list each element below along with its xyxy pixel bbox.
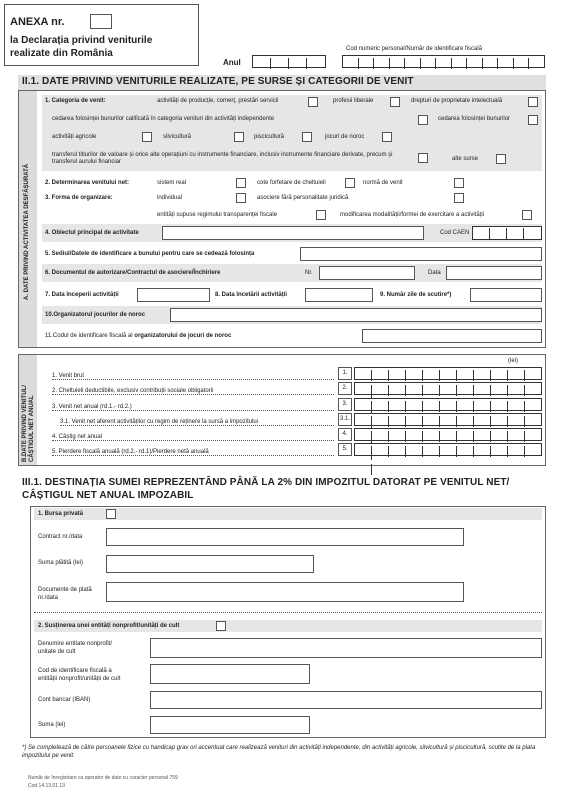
row11-label (45, 333, 231, 340)
org-asociere-checkbox[interactable] (454, 193, 464, 203)
b-row-value-field[interactable] (354, 398, 542, 411)
b-row-number: 4. (338, 428, 352, 441)
denumire-label-1: Denumire entitate nonprofit/ (38, 641, 113, 647)
cat-silvicultura-label: silvicultură (163, 134, 192, 140)
org-individual-checkbox[interactable] (236, 193, 246, 203)
cif-field[interactable] (150, 664, 310, 684)
obiect-activitate-field[interactable] (162, 226, 424, 240)
b-row-label: 2. Cheltuieli deductibile, exclusiv contribuții sociale obligatorii (52, 388, 214, 394)
cat-productie-checkbox[interactable] (308, 97, 318, 107)
row8-label: 8. Data încetării activității (215, 292, 288, 298)
cat-drepturi-checkbox[interactable] (528, 97, 538, 107)
b-row-value-field[interactable] (354, 428, 542, 441)
suma-platita-field[interactable] (106, 555, 314, 573)
cat-silvicultura-checkbox[interactable] (234, 132, 244, 142)
bursa-label: 1. Bursa privată (38, 511, 84, 517)
cat-cedarea-label: cedarea folosinței bunurilor (438, 116, 511, 122)
cat-profesii-label: profesii liberale (333, 98, 374, 104)
org-individual-label: individual (157, 195, 183, 201)
row9-label: 9. Număr zile de scutire*) (380, 292, 452, 298)
row11-label-b: organizatorului de jocuri de noroc (134, 333, 232, 339)
anexa-number-field[interactable] (90, 14, 112, 29)
row4-label: 4. Obiectul principal de activitate (45, 230, 139, 236)
cat-noroc-checkbox[interactable] (382, 132, 392, 142)
nr-label: Nr. (305, 270, 313, 276)
divider (34, 612, 542, 613)
registry-number: Număr de înregistrare ca operator de date cu caracter personal 759 (28, 775, 178, 781)
data-incepere-field[interactable] (137, 288, 210, 302)
title-line2: realizate din România (10, 48, 113, 59)
section-iii1-title-line2: CÂȘTIGUL NET ANUAL IMPOZABIL (18, 489, 546, 503)
section-b-vertical-label: B.DATE PRIVIND VENITUL/ CÂȘTIGUL NET ANUAL (22, 385, 35, 462)
org-modificarea-checkbox[interactable] (522, 210, 532, 220)
footnote: *) Se completează de către persoanele fizice cu handicap grav ori accentuat care realizează venituri din activități independente, din activități agricole, silvicultură și piscicultură, scutite de la plata impozitului pe venit. (22, 745, 536, 759)
b-row-label: 3.1. Venit net aferent activităților cu regim de reținere la sursă a impozitului (60, 419, 259, 425)
det-real-label: sistem real (157, 180, 187, 186)
cat-piscicultura-checkbox[interactable] (302, 132, 312, 142)
org-entitati-checkbox[interactable] (316, 210, 326, 220)
currency-label: (lei) (508, 358, 518, 364)
title-line1: la Declarația privind veniturile (10, 35, 153, 46)
b-row-dots (60, 425, 334, 426)
b-row-label: 4. Câștig net anual (52, 434, 103, 440)
b-row-label: 5. Pierdere fiscală anuală (rd.2.- rd.1)/Pierdere netă anuală (52, 449, 209, 455)
cnp-field[interactable] (342, 55, 545, 68)
bursa-checkbox[interactable] (106, 509, 116, 519)
cat-productie-label: activități de producție, comerț, prestări servicii (157, 98, 279, 104)
documente-label-2: nr./data (38, 595, 59, 601)
section-ii1-title: II.1. DATE PRIVIND VENITURILE REALIZATE, PE SURSE ȘI CATEGORII DE VENIT (18, 75, 546, 90)
cat-alte-label: alte surse (452, 156, 479, 162)
documente-field[interactable] (106, 582, 464, 602)
denumire-label-2: unitate de cult (38, 649, 76, 655)
det-real-checkbox[interactable] (236, 178, 246, 188)
cat-piscicultura-label: piscicultură (254, 134, 285, 140)
b-row-label: 1. Venit brut (52, 373, 85, 379)
contract-label: Contract nr./data (38, 534, 83, 540)
row10-label: 10.Organizatorul jocurilor de noroc (45, 312, 146, 318)
cat-cedarea-checkbox[interactable] (528, 115, 538, 125)
b-row-number: 1. (338, 367, 352, 380)
cat-transfer-label: transferul titlurilor de valoare și orice alte operațiuni cu instrumente financiare, inclusiv instrumente financiare derivate, precum și transferul aurului financiar (52, 152, 393, 165)
b-row-number: 3. (338, 398, 352, 411)
document-nr-field[interactable] (319, 266, 415, 280)
suma-label: Suma (lei) (38, 722, 66, 728)
org-modificarea-label: modificarea modalității/formei de exercitare a activității (340, 212, 485, 218)
data-label: Data (428, 270, 441, 276)
cat-alte-checkbox[interactable] (496, 154, 506, 164)
det-norma-checkbox[interactable] (454, 178, 464, 188)
b-row-value-field[interactable] (354, 443, 542, 456)
org-entitati-label: entități supuse regimului transparenței fiscale (157, 212, 278, 218)
anul-label: Anul (223, 58, 241, 67)
b-row-dots (52, 394, 334, 395)
suma-platita-label: Suma plătită (lei) (38, 560, 84, 566)
b-row-number: 5. (338, 443, 352, 456)
zile-scutire-field[interactable] (470, 288, 542, 302)
b-row-dots (52, 379, 334, 380)
b-row-dots (52, 440, 334, 441)
cat-agricole-label: activități agricole (52, 134, 97, 140)
det-norma-label: normă de venit (363, 180, 403, 186)
caen-label: Cod CAEN (440, 230, 470, 236)
b-row-value-field[interactable] (354, 413, 542, 426)
row11-label-a: 11.Codul de identificare fiscală al (45, 333, 135, 339)
cat-noroc-label: jocuri de noroc (325, 134, 365, 140)
sustinere-label: 2. Susținerea unei entități nonprofit/unități de cult (38, 623, 180, 629)
b-row-dots (52, 410, 334, 411)
anul-field[interactable] (252, 55, 326, 68)
cnp-label: Cod numeric personal/Număr de identificare fiscală (346, 46, 483, 52)
section-iii1-title-line1: III.1. DESTINAȚIA SUMEI REPREZENTÂND PÂNĂ LA 2% DIN IMPOZITUL DATORAT PE VENITUL NET/ (18, 476, 546, 490)
cat-cedarea-calificata-label: cedarea folosinței bunurilor calificată în categoria venituri din activități independente (52, 116, 275, 122)
b-row-dots (52, 455, 334, 456)
row6-label: 6. Documentul de autorizare/Contractul de asociere/Închiriere (45, 270, 221, 276)
sustinere-checkbox[interactable] (216, 621, 226, 631)
row3-label: 3. Forma de organizare: (45, 195, 113, 201)
cif-label-1: Cod de identificare fiscală a (38, 668, 112, 674)
b-row-value-field[interactable] (354, 367, 542, 380)
caen-field[interactable] (472, 226, 542, 240)
organizator-field[interactable] (170, 308, 542, 322)
row7-label: 7. Data începerii activității (45, 292, 119, 298)
contract-field[interactable] (106, 528, 464, 546)
cif-organizator-field[interactable] (362, 329, 542, 343)
b-row-number: 3.1. (338, 413, 352, 426)
b-row-number: 2. (338, 382, 352, 395)
iban-label: Cont bancar (IBAN) (38, 697, 91, 703)
b-row-value-field[interactable] (354, 382, 542, 395)
org-asociere-label: asociere fără personalitate juridică (257, 195, 349, 201)
denumire-field[interactable] (150, 638, 542, 658)
documente-label-1: Documente de plată (38, 587, 92, 593)
cat-cedarea-calificata-checkbox[interactable] (418, 115, 428, 125)
form-code: Cod 14.13.01.13 (28, 783, 65, 789)
document-data-field[interactable] (446, 266, 542, 280)
det-cote-checkbox[interactable] (345, 178, 355, 188)
iban-field[interactable] (150, 691, 542, 709)
cat-transfer-checkbox[interactable] (418, 153, 428, 163)
cat-profesii-checkbox[interactable] (390, 97, 400, 107)
row5-label: 5. Sediul/Datele de identificare a bunului pentru care se cedează folosința (45, 251, 255, 257)
anexa-label: ANEXA nr. (10, 16, 65, 28)
suma-field[interactable] (150, 716, 310, 734)
cif-label-2: entității nonprofit/unității de cult (38, 676, 121, 682)
row2-label: 2. Determinarea venitului net: (45, 180, 130, 186)
section-a-vertical-label: A. DATE PRIVIND ACTIVITATEA DESFĂȘURATĂ (24, 163, 30, 300)
row1-label: 1. Categoria de venit: (45, 98, 106, 104)
det-cote-label: cote forfetare de cheltuieli (257, 180, 326, 186)
sediu-field[interactable] (300, 247, 542, 261)
b-row-label: 3. Venit net anual (rd.1.- rd.2.) (52, 404, 132, 410)
cat-agricole-checkbox[interactable] (142, 132, 152, 142)
data-incetare-field[interactable] (305, 288, 373, 302)
cat-drepturi-label: drepturi de proprietate intelectuală (411, 98, 503, 104)
